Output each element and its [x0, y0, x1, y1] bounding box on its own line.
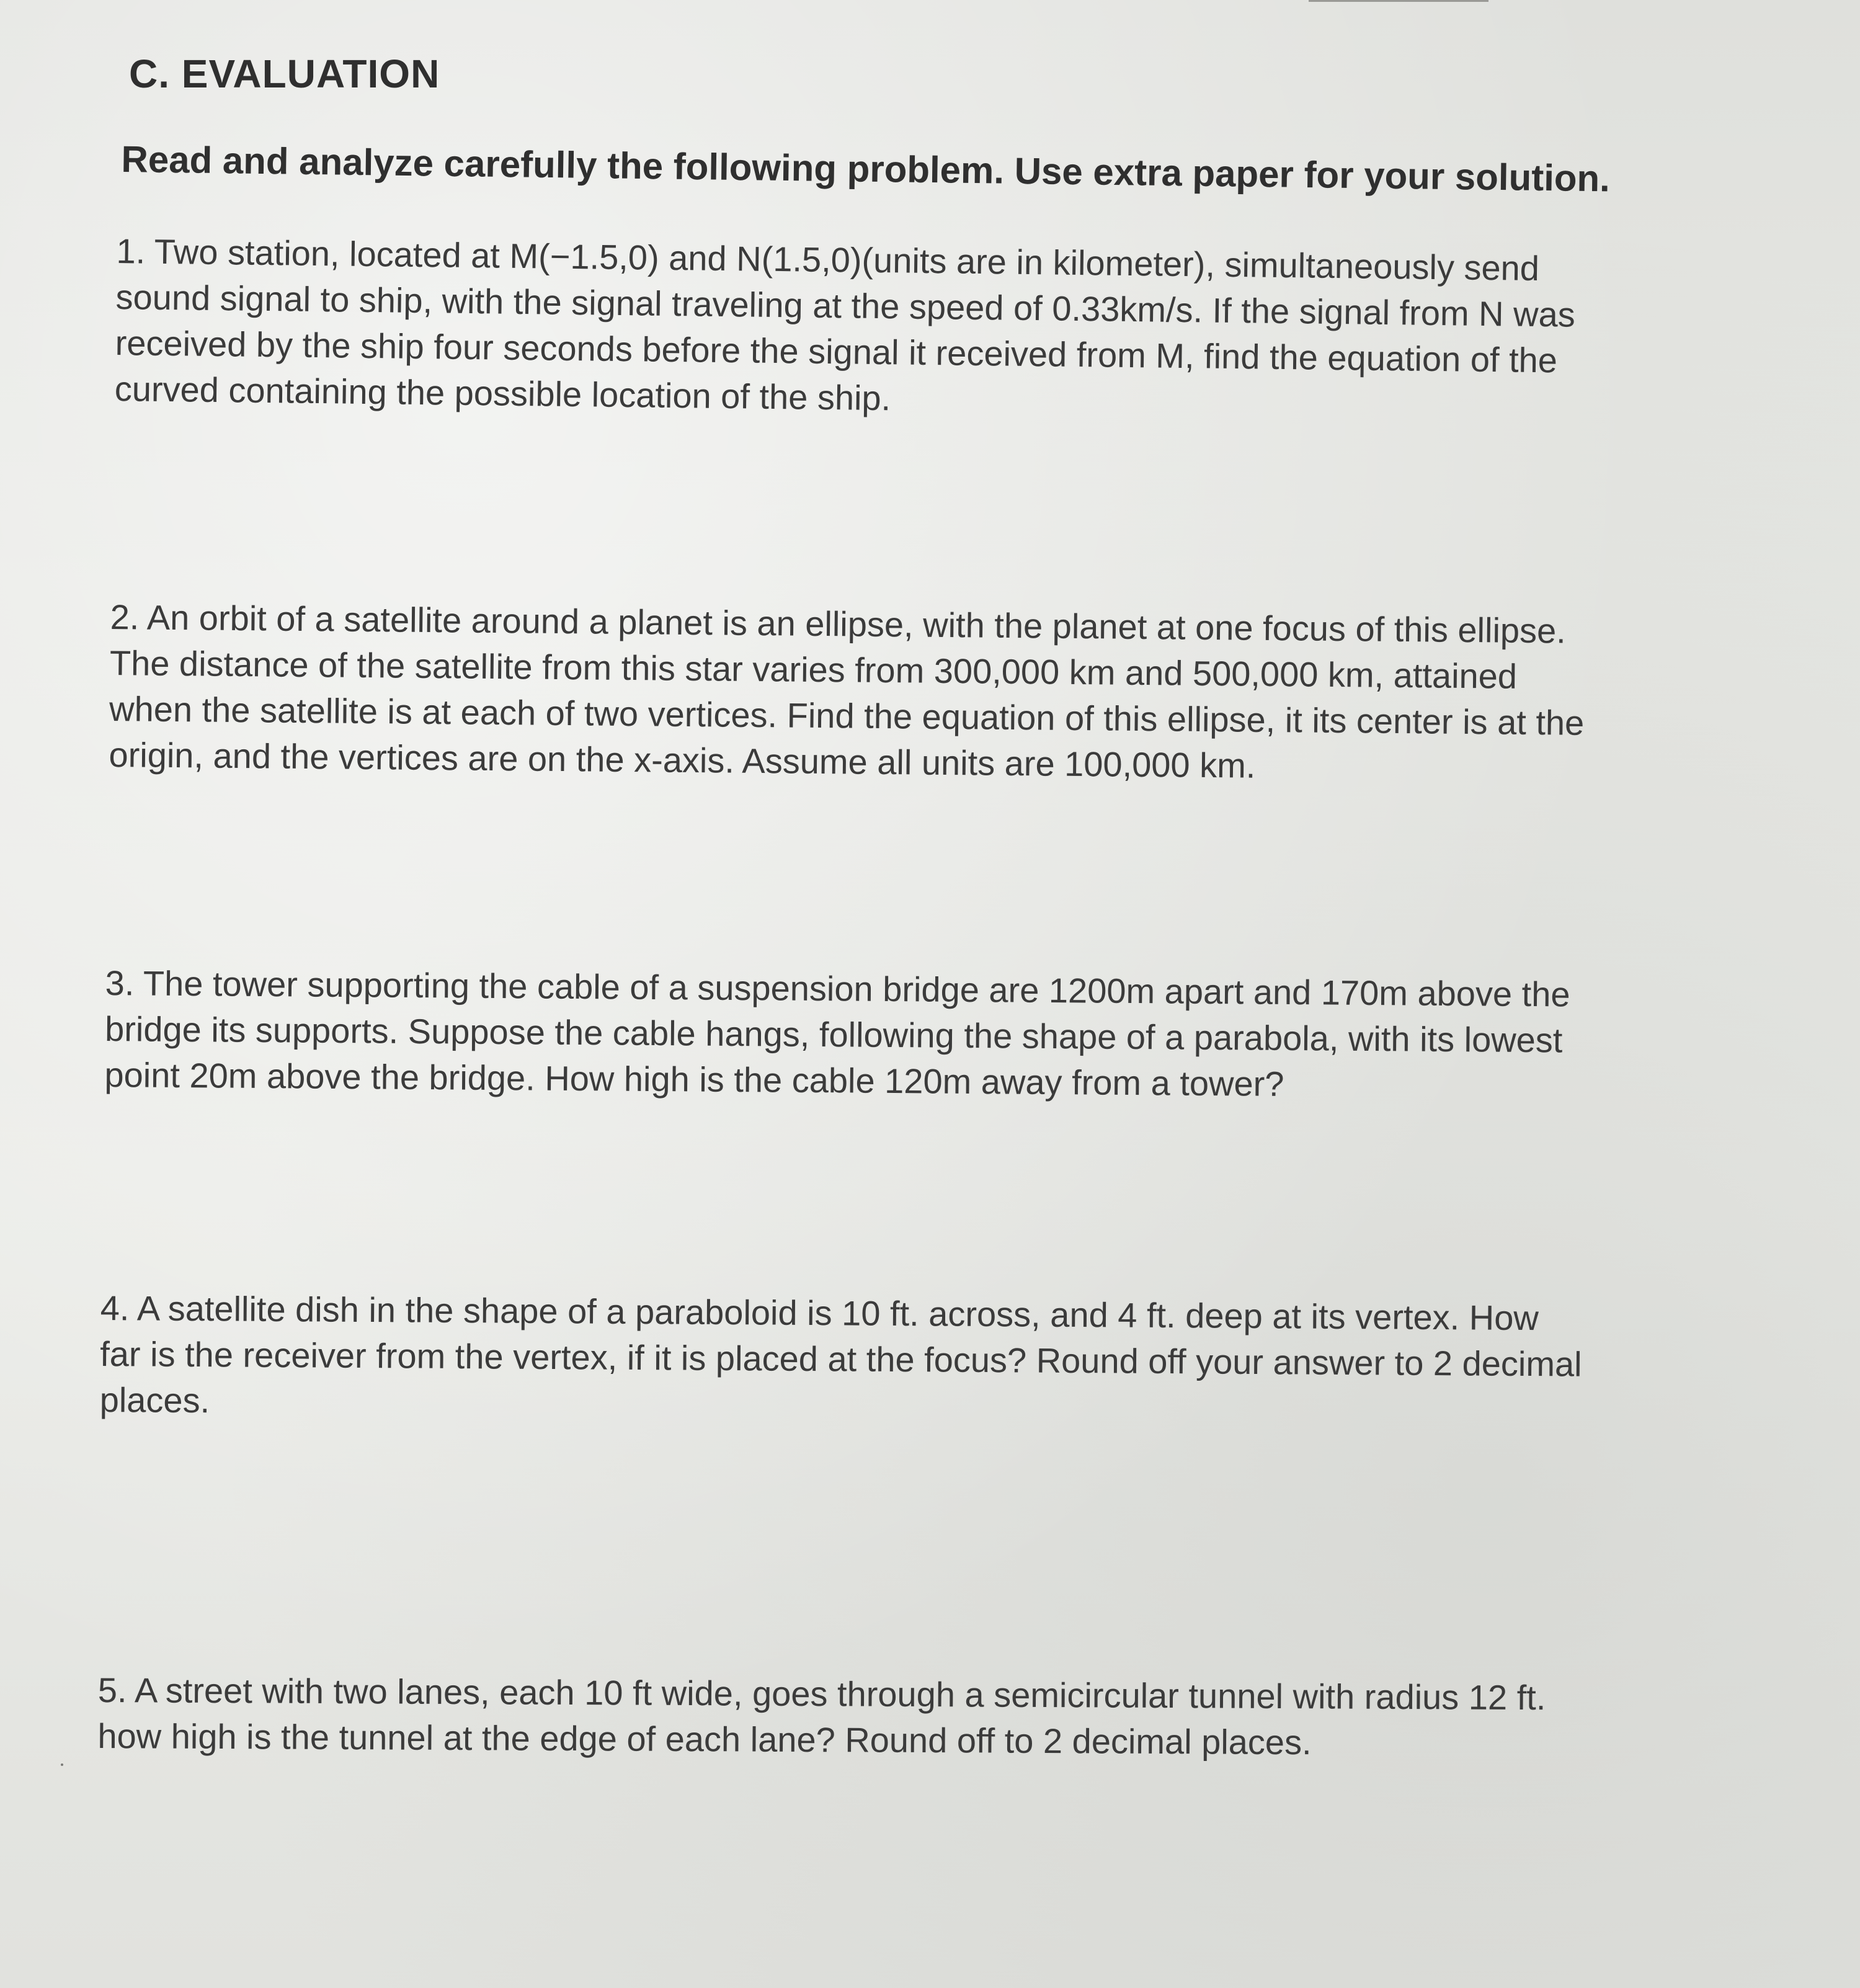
problem-2: 2. An orbit of a satellite around a planet is an ellipse, with the planet at one focus of this ellipse. The distance of the satellite from this star varies from 300,000 km and 500,000 km, attained when the satellite is at each of two vertices. Find the equation of this ellipse, it its center is at the origin, and the vertices are on the x-axis. Assume all units are 100,000 km. — [109, 597, 1585, 785]
section-title: C. EVALUATION — [129, 51, 440, 96]
problem-4: 4. A satellite dish in the shape of a paraboloid is 10 ft. across, and 4 ft. deep at its vertex. How far is the receiver from the vertex, if it is placed at the focus? Round off your answer to 2 decimal places. — [99, 1288, 1582, 1420]
paper-fleck — [61, 1763, 63, 1766]
problem-3: 3. The tower supporting the cable of a suspension bridge are 1200m apart and 170m above the bridge its supports. Suppose the cable hangs, following the shape of a parabola, with its lowest point 20m above the bridge. How high is the cable 120m away from a tower? — [104, 963, 1570, 1103]
top-rule-line — [1309, 0, 1488, 2]
problem-5: 5. A street with two lanes, each 10 ft wide, goes through a semicircular tunnel with radius 12 ft. how high is the tunnel at the edge of each lane? Round off to 2 decimal places. — [97, 1670, 1546, 1762]
problem-1: 1. Two station, located at M(−1.5,0) and N(1.5,0)(units are in kilometer), simultaneously send sound signal to ship, with the signal traveling at the speed of 0.33km/s. If the signal from N was received by the ship four seconds before the signal it received from M, find the equation of the curved containing the possible location of the ship. — [114, 231, 1576, 418]
instructions: Read and analyze carefully the following problem. Use extra paper for your solution. — [121, 138, 1611, 200]
